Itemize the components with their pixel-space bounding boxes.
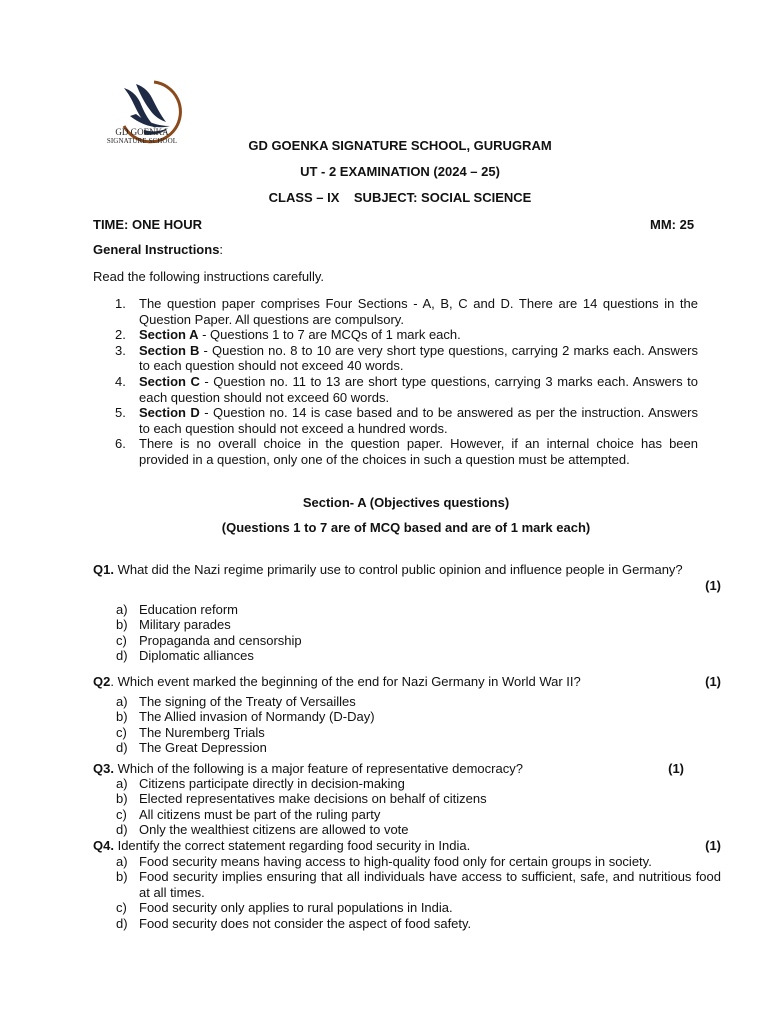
- question-3-options: [93, 776, 721, 838]
- instruction-text: - Question no. 11 to 13 are short type questions, carrying 3 marks each. Answers to each question should not exceed 60 words.: [139, 373, 698, 405]
- instruction-bold: Section A: [139, 327, 199, 343]
- max-marks: MM: 25: [650, 217, 695, 232]
- general-instructions-colon: :: [219, 242, 224, 257]
- option-letter: c): [116, 632, 127, 648]
- option-text: Education reform: [139, 602, 238, 617]
- general-instructions-label: General Instructions: [93, 242, 220, 257]
- question-label: Q3.: [93, 761, 114, 776]
- instruction-item: [93, 436, 698, 467]
- question-marks: (1): [668, 761, 684, 776]
- option-letter: a): [116, 602, 128, 617]
- instruction-bold: Section D: [139, 405, 200, 421]
- instructions-intro: Read the following instructions carefully.: [93, 269, 324, 284]
- instruction-text: The question paper comprises Four Sections - A, B, C and D. There are 14 questions in the Question Paper. All questions are compulsory.: [139, 296, 698, 327]
- option-text: Propaganda and censorship: [139, 632, 302, 648]
- question-text: Which of the following is a major feature of representative democracy?: [113, 761, 523, 776]
- option-text: Only the wealthiest citizens are allowed to vote: [139, 822, 409, 838]
- general-instructions-heading: [93, 242, 223, 257]
- question-label: Q4.: [93, 838, 114, 853]
- question-2-options: [93, 694, 721, 756]
- question-marks: (1): [705, 577, 721, 593]
- question-label: Q1.: [93, 562, 114, 577]
- question-text: Identify the correct statement regarding food security in India.: [113, 838, 471, 853]
- instruction-number: 1.: [115, 296, 126, 311]
- option-text: Military parades: [139, 617, 231, 633]
- option-letter: b): [116, 709, 128, 725]
- instructions-list: [93, 296, 698, 468]
- option-text: The signing of the Treaty of Versailles: [139, 694, 356, 709]
- section-a-subtitle: (Questions 1 to 7 are of MCQ based and are of 1 mark each): [221, 520, 591, 535]
- option-item: [93, 709, 721, 724]
- instruction-number: 4.: [115, 373, 126, 389]
- option-item: [93, 602, 721, 617]
- option-item: [93, 822, 721, 837]
- option-text: Diplomatic alliances: [139, 648, 254, 664]
- class-subject: CLASS – IX SUBJECT: SOCIAL SCIENCE: [268, 190, 532, 205]
- question-marks: (1): [705, 674, 721, 689]
- instruction-number: 6.: [115, 436, 126, 452]
- logo-line-2: SIGNATURE SCHOOL: [106, 137, 178, 145]
- option-item: [93, 648, 721, 663]
- option-letter: d): [116, 822, 128, 838]
- option-letter: c): [116, 900, 127, 916]
- option-item: [93, 725, 721, 740]
- option-text: Elected representatives make decisions on behalf of citizens: [139, 791, 487, 807]
- question-4-options: [93, 854, 721, 931]
- option-letter: b): [116, 617, 128, 633]
- question-2: [93, 674, 721, 690]
- option-item: [93, 776, 721, 791]
- option-text: Citizens participate directly in decision-making: [139, 776, 405, 791]
- option-item: [93, 869, 721, 900]
- option-text: Food security means having access to high-quality food only for certain groups in society.: [139, 854, 652, 869]
- option-item: [93, 633, 721, 648]
- instruction-text: - Questions 1 to 7 are MCQs of 1 mark each.: [198, 327, 461, 343]
- option-text: The Great Depression: [139, 740, 267, 756]
- option-text: Food security does not consider the aspect of food safety.: [139, 915, 472, 931]
- logo-line-1: GD GOENKA: [115, 127, 169, 137]
- option-letter: c): [116, 724, 127, 740]
- question-label: Q2: [93, 674, 111, 689]
- option-text: The Nuremberg Trials: [139, 724, 265, 740]
- instruction-bold: Section C: [139, 373, 200, 389]
- instruction-item: [93, 405, 698, 436]
- instruction-bold: Section B: [139, 342, 200, 358]
- option-item: [93, 916, 721, 931]
- section-a-title: Section- A (Objectives questions): [302, 495, 510, 510]
- question-marks: (1): [705, 838, 721, 853]
- instruction-item: [93, 296, 698, 327]
- option-item: [93, 791, 721, 806]
- instruction-text: - Question no. 14 is case based and to be answered as per the instruction. Answers to each question should not exceed a hundred words.: [139, 405, 698, 436]
- option-letter: c): [116, 806, 127, 822]
- question-3: [93, 761, 721, 777]
- option-item: [93, 617, 721, 632]
- option-text: The Allied invasion of Normandy (D-Day): [139, 709, 375, 725]
- instruction-text: - Question no. 8 to 10 are very short type questions, carrying 2 marks each. Answers to each question should not exceed 40 words.: [139, 342, 698, 374]
- question-text: . Which event marked the beginning of the end for Nazi Germany in World War II?: [110, 674, 581, 689]
- option-letter: b): [116, 791, 128, 807]
- option-text: Food security implies ensuring that all individuals have access to sufficient, safe, and nutritious food at all times.: [139, 869, 721, 900]
- instruction-item: [93, 327, 698, 343]
- exam-title: UT - 2 EXAMINATION (2024 – 25): [300, 164, 500, 179]
- school-name: GD GOENKA SIGNATURE SCHOOL, GURUGRAM: [248, 138, 552, 153]
- option-letter: d): [116, 915, 128, 931]
- option-letter: b): [116, 869, 128, 885]
- option-letter: d): [116, 740, 128, 756]
- question-1-options: [93, 602, 721, 664]
- instruction-number: 3.: [115, 342, 126, 358]
- option-letter: a): [116, 694, 128, 709]
- question-text: What did the Nazi regime primarily use to control public opinion and influence people in Germany?: [113, 562, 683, 577]
- option-letter: a): [116, 776, 128, 791]
- option-item: [93, 854, 721, 869]
- option-text: Food security only applies to rural populations in India.: [139, 900, 453, 916]
- option-text: All citizens must be part of the ruling party: [139, 806, 381, 822]
- option-letter: d): [116, 648, 128, 664]
- question-1: [93, 562, 721, 593]
- instruction-item: [93, 374, 698, 405]
- option-letter: a): [116, 854, 128, 869]
- option-item: [93, 740, 721, 755]
- option-item: [93, 694, 721, 709]
- question-4: [93, 838, 721, 854]
- option-item: [93, 900, 721, 915]
- instruction-number: 5.: [115, 405, 126, 421]
- instruction-item: [93, 343, 698, 374]
- instruction-text: There is no overall choice in the question paper. However, if an internal choice has been provided in a question, only one of the choices in such a question must be attempted.: [139, 436, 698, 467]
- instruction-number: 2.: [115, 327, 126, 343]
- time-allowed: TIME: ONE HOUR: [93, 217, 203, 232]
- option-item: [93, 807, 721, 822]
